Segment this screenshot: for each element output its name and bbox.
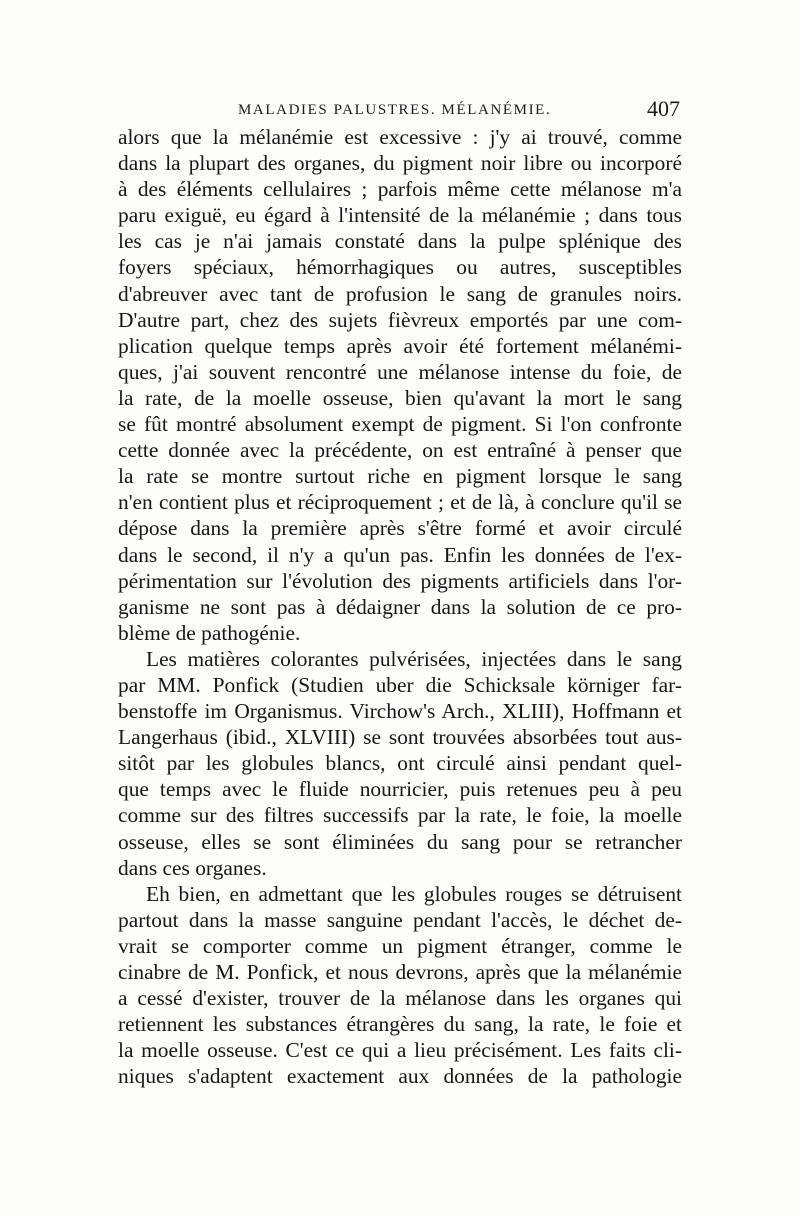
running-title: MALADIES PALUSTRES. MÉLANÉMIE.	[238, 102, 552, 118]
text-line: plication quelque temps après avoir été fortement mélanémi-	[118, 333, 682, 358]
text-line: paru exiguë, eu égard à l'intensité de la mélanémie ; dans tous	[118, 203, 682, 228]
text-line: osseuse, elles se sont éliminées du sang pour se retrancher	[118, 829, 682, 854]
text-line: par MM. Ponfick (Studien uber die Schicksale körniger far-	[118, 672, 682, 697]
text-line: périmentation sur l'évolution des pigments artificiels dans l'or-	[118, 568, 682, 593]
text-line: ques, j'ai souvent rencontré une mélanose intense du foie, de	[118, 359, 682, 384]
text-line: Eh bien, en admettant que les globules rouges se détruisent	[146, 881, 682, 906]
page-number: 407	[647, 96, 680, 121]
text-line: d'abreuver avec tant de profusion le sang de granules noirs.	[118, 281, 682, 306]
text-line: vrait se comporter comme un pigment étranger, comme le	[118, 933, 682, 958]
text-line: la moelle osseuse. C'est ce qui a lieu précisément. Les faits cli-	[118, 1038, 682, 1063]
text-line: Les matières colorantes pulvérisées, injectées dans le sang	[146, 646, 682, 671]
text-line: retiennent les substances étrangères du sang, la rate, le foie et	[118, 1012, 682, 1037]
text-line: à des éléments cellulaires ; parfois même cette mélanose m'a	[118, 177, 682, 202]
text-line: que temps avec le fluide nourricier, puis retenues peu à peu	[118, 777, 682, 802]
text-line: dans ces organes.	[118, 855, 267, 880]
text-line: dans la plupart des organes, du pigment noir libre ou incorporé	[118, 151, 682, 176]
page-header	[118, 96, 680, 126]
text-line: Langerhaus (ibid., XLVIII) se sont trouvées absorbées tout aus-	[118, 725, 682, 750]
text-line: a cessé d'exister, trouver de la mélanose dans les organes qui	[118, 986, 682, 1011]
text-line: les cas je n'ai jamais constaté dans la pulpe splénique des	[118, 229, 682, 254]
text-line: niques s'adaptent exactement aux données de la pathologie	[118, 1064, 682, 1089]
text-line: la rate, de la moelle osseuse, bien qu'avant la mort le sang	[118, 385, 682, 410]
text-line: cinabre de M. Ponfick, et nous devrons, après que la mélanémie	[118, 960, 682, 984]
text-line: partout dans la masse sanguine pendant l'accès, le déchet de-	[118, 907, 682, 932]
text-line: cette donnée avec la précédente, on est entraîné à penser que	[118, 438, 682, 463]
text-line: la rate se montre surtout riche en pigment lorsque le sang	[118, 464, 682, 489]
text-line: dépose dans la première après s'être formé et avoir circulé	[118, 516, 682, 541]
text-line: D'autre part, chez des sujets fièvreux emportés par une com-	[118, 307, 682, 332]
text-line: alors que la mélanémie est excessive : j'y ai trouvé, comme	[118, 125, 682, 149]
text-line: blème de pathogénie.	[118, 620, 301, 645]
text-line: foyers spéciaux, hémorrhagiques ou autres, susceptibles	[118, 255, 682, 280]
text-line: comme sur des filtres successifs par la rate, le foie, la moelle	[118, 803, 682, 828]
text-line: benstoffe im Organismus. Virchow's Arch., XLIII), Hoffmann et	[118, 699, 682, 724]
body-text	[118, 124, 682, 1089]
text-line: ganisme ne sont pas à dédaigner dans la solution de ce pro-	[118, 594, 682, 619]
text-line: dans le second, il n'y a qu'un pas. Enfin les données de l'ex-	[118, 542, 682, 567]
text-line: n'en contient plus et réciproquement ; et de là, à conclure qu'il se	[118, 490, 682, 515]
text-line: se fût montré absolument exempt de pigment. Si l'on confronte	[118, 412, 682, 437]
text-line: sitôt par les globules blancs, ont circulé ainsi pendant quel-	[118, 751, 682, 776]
